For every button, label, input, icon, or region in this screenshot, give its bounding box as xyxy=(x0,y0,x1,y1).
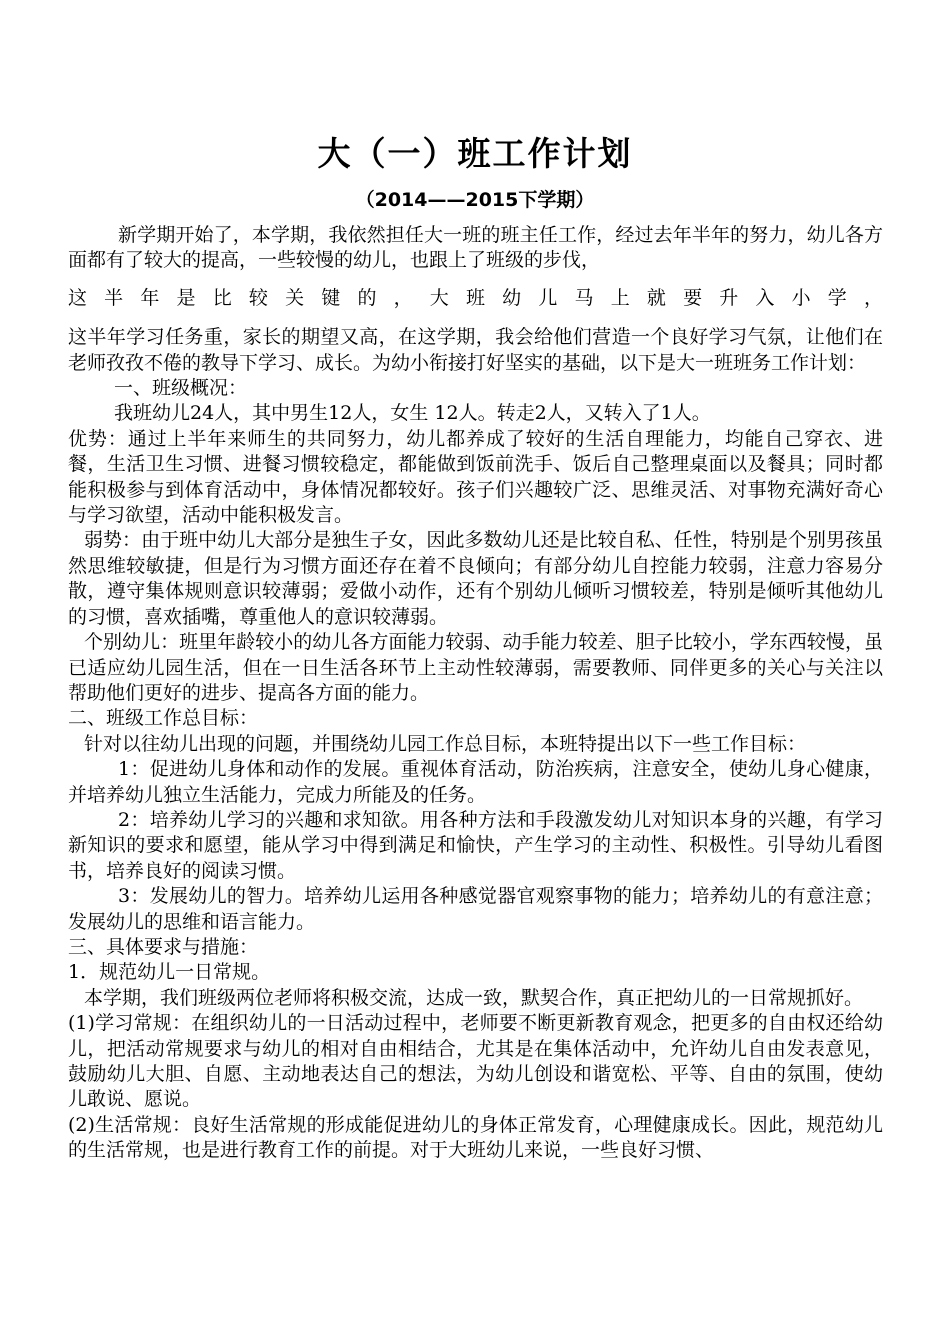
intro-paragraph-spaced: 这半年是比较关键的，大班幼儿马上就要升入小学， xyxy=(68,286,883,309)
section-heading-goals: 二、班级工作总目标： xyxy=(68,707,259,730)
class-size-paragraph: 我班幼儿24人，其中男生12人，女生 12人。转走2人，又转入了1人。 xyxy=(114,402,711,425)
intro-paragraph: 新学期开始了，本学期，我依然担任大一班的班主任工作，经过去年半年的努力，幼儿各方面都有了较大的提高，一些较慢的幼儿，也跟上了班级的步伐， xyxy=(68,224,883,272)
life-routine-paragraph: (2)生活常规：良好生活常规的形成能促进幼儿的身体正常发育，心理健康成长。因此，规范幼儿的生活常规，也是进行教育工作的前提。对于大班幼儿来说，一些良好习惯、 xyxy=(68,1113,883,1162)
goal-3-paragraph: 3：发展幼儿的智力。培养幼儿运用各种感觉器官观察事物的能力；培养幼儿的有意注意；发展幼儿的思维和语言能力。 xyxy=(68,885,883,933)
goal-1-paragraph: 1：促进幼儿身体和动作的发展。重视体育活动，防治疾病，注意安全，使幼儿身心健康，并培养幼儿独立生活能力，完成力所能及的任务。 xyxy=(68,758,883,806)
section-heading-measures: 三、具体要求与措施： xyxy=(68,935,259,958)
individual-children-paragraph: 个别幼儿：班里年龄较小的幼儿各方面能力较弱、动手能力较差、胆子比较小，学东西较慢，虽已适应幼儿园生活，但在一日生活各环节上主动性较薄弱，需要教师、同伴更多的关心与关注以帮助他们更好的进步、提高各方面的能力。 xyxy=(68,631,883,704)
page-title: 大（一）班工作计划 xyxy=(317,134,633,173)
intro-paragraph-continued: 这半年学习任务重，家长的期望又高，在这学期，我会给他们营造一个良好学习气氛，让他们在老师孜孜不倦的教导下学习、成长。为幼小衔接打好坚实的基础，以下是大一班班务工作计划： xyxy=(68,326,883,374)
goals-intro-paragraph: 针对以往幼儿出现的问题，并围绕幼儿园工作总目标，本班特提出以下一些工作目标： xyxy=(84,732,807,755)
learning-routine-paragraph: (1)学习常规：在组织幼儿的一日活动过程中，老师要不断更新教育观念，把更多的自由权还给幼儿，把活动常规要求与幼儿的相对自由相结合，尤其是在集体活动中，允许幼儿自由发表意见，鼓励幼儿大胆、自愿、主动地表达自己的想法，为幼儿创设和谐宽松、平等、自由的氛围，使幼儿敢说、愿说。 xyxy=(68,1012,883,1111)
goal-2-paragraph: 2：培养幼儿学习的兴趣和求知欲。用各种方法和手段激发幼儿对知识本身的兴趣，有学习新知识的要求和愿望，能从学习中得到满足和愉快，产生学习的主动性、积极性。引导幼儿看图书，培养良好的阅读习惯。 xyxy=(68,808,883,882)
section-heading-class-overview: 一、班级概况： xyxy=(114,377,248,400)
measure-1-paragraph: 本学期，我们班级两位老师将积极交流，达成一致，默契合作，真正把幼儿的一日常规抓好。 xyxy=(84,986,864,1009)
weaknesses-paragraph: 弱势：由于班中幼儿大部分是独生子女，因此多数幼儿还是比较自私、任性，特别是个别男孩虽然思维较敏捷，但是行为习惯方面还存在着不良倾向；有部分幼儿自控能力较弱，注意力容易分散，遵守集体规则意识较薄弱；爱做小动作，还有个别幼儿倾听习惯较差，特别是倾听其他幼儿的习惯，喜欢插嘴，尊重他人的意识较薄弱。 xyxy=(68,529,883,628)
page-subtitle: （2014——2015下学期） xyxy=(355,189,595,211)
document-body xyxy=(68,223,883,1164)
strengths-paragraph: 优势：通过上半年来师生的共同努力，幼儿都养成了较好的生活自理能力，均能自己穿衣、进餐，生活卫生习惯、进餐习惯较稳定，都能做到饭前洗手、饭后自己整理桌面以及餐具；同时都能积极参与到体育活动中，身体情况都较好。孩子们兴趣较广泛、思维灵活、对事物充满好奇心与学习欲望，活动中能积极发言。 xyxy=(68,427,883,527)
measure-1-heading: 1．规范幼儿一日常规。 xyxy=(68,961,271,984)
